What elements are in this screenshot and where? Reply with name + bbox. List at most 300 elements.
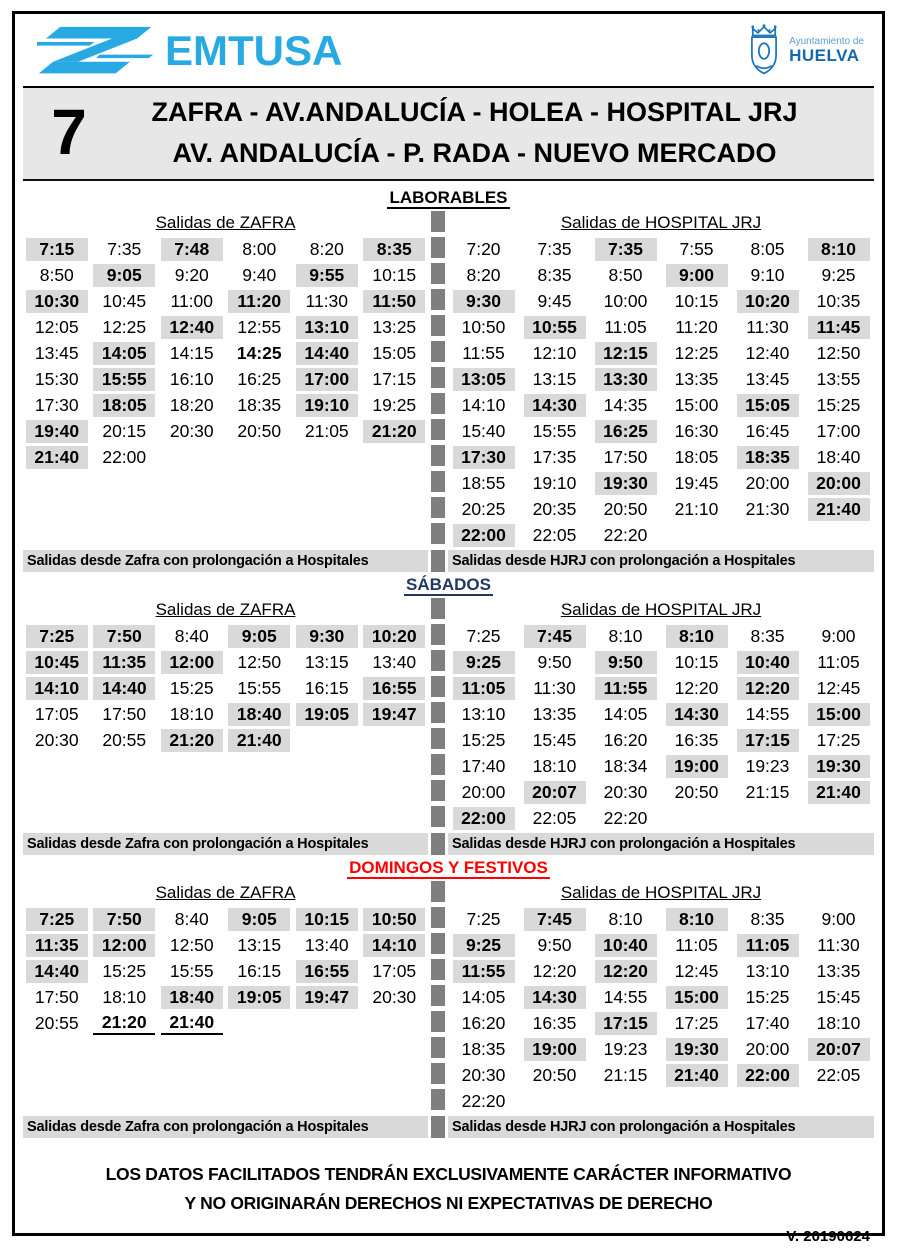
time-value: 14:05 <box>93 342 155 365</box>
time-value: 20:50 <box>603 498 648 519</box>
time-value: 10:15 <box>674 290 719 311</box>
time-value: 17:25 <box>816 729 861 750</box>
time-value: 19:05 <box>228 986 290 1009</box>
time-cell <box>732 366 803 392</box>
time-cell <box>226 984 294 1010</box>
time-cell <box>803 753 874 779</box>
time-cell <box>590 496 661 522</box>
column-heading-text: Salidas de HOSPITAL JRJ <box>560 213 762 232</box>
time-cell <box>732 1010 803 1036</box>
time-cell <box>732 958 803 984</box>
time-value: 16:20 <box>603 729 648 750</box>
time-cell <box>293 727 361 753</box>
time-cell <box>661 262 732 288</box>
time-cell <box>23 984 91 1010</box>
time-cell <box>803 340 874 366</box>
emtusa-logo <box>37 23 342 79</box>
time-value: 11:45 <box>808 316 870 339</box>
time-value: 7:25 <box>466 908 501 929</box>
time-cell <box>661 236 732 262</box>
route-title <box>115 92 874 173</box>
section-footer <box>23 550 874 572</box>
section-body <box>23 211 874 548</box>
time-value: 15:55 <box>532 420 577 441</box>
time-cell <box>519 805 590 831</box>
time-value: 7:20 <box>466 238 501 259</box>
section-body <box>23 598 874 831</box>
time-cell <box>590 288 661 314</box>
time-cell <box>158 288 226 314</box>
time-cell <box>226 906 294 932</box>
version-label: V. 20190624 <box>786 1227 870 1245</box>
time-value: 12:25 <box>102 316 147 337</box>
time-value: 11:30 <box>305 290 349 311</box>
time-cell <box>732 623 803 649</box>
time-value: 13:35 <box>816 960 861 981</box>
time-value: 7:50 <box>93 908 155 931</box>
time-value: 18:55 <box>461 472 506 493</box>
time-cell <box>158 366 226 392</box>
time-value: 18:35 <box>237 394 282 415</box>
time-value: 11:05 <box>604 316 647 337</box>
time-value: 20:55 <box>102 729 147 750</box>
time-cell <box>158 649 226 675</box>
time-cell <box>361 314 429 340</box>
column-left <box>23 211 428 548</box>
time-cell <box>732 649 803 675</box>
time-value: 8:40 <box>174 625 209 646</box>
time-value: 14:05 <box>603 703 648 724</box>
time-cell <box>226 675 294 701</box>
time-cell <box>361 958 429 984</box>
time-cell <box>158 262 226 288</box>
time-cell <box>519 444 590 470</box>
footer-note-hjrj: Salidas desde HJRJ con prolongación a Hospitales <box>448 833 874 855</box>
time-cell <box>23 932 91 958</box>
time-cell <box>803 675 874 701</box>
time-cell <box>448 418 519 444</box>
time-cell <box>732 753 803 779</box>
time-cell <box>23 392 91 418</box>
time-value: 12:45 <box>816 677 861 698</box>
time-value: 8:05 <box>750 238 785 259</box>
time-cell <box>519 1010 590 1036</box>
column-heading <box>23 598 428 623</box>
time-cell <box>226 288 294 314</box>
time-value: 22:05 <box>816 1064 861 1085</box>
time-cell <box>732 418 803 444</box>
time-value: 21:40 <box>26 446 88 469</box>
time-value: 8:10 <box>666 625 728 648</box>
section-laborables <box>23 187 874 572</box>
time-cell <box>226 418 294 444</box>
time-value: 9:20 <box>174 264 209 285</box>
time-value: 21:40 <box>808 781 870 804</box>
time-cell <box>158 1010 226 1036</box>
time-cell <box>590 392 661 418</box>
time-value: 17:15 <box>595 1012 657 1035</box>
time-value: 16:55 <box>296 960 358 983</box>
time-value: 15:00 <box>808 703 870 726</box>
time-value: 13:35 <box>532 703 577 724</box>
time-cell <box>661 366 732 392</box>
time-value: 16:15 <box>304 677 349 698</box>
time-cell <box>23 701 91 727</box>
time-cell <box>226 1010 294 1036</box>
time-cell <box>590 522 661 548</box>
time-cell <box>91 418 159 444</box>
time-grid <box>23 906 428 1036</box>
time-cell <box>732 444 803 470</box>
time-value: 14:55 <box>745 703 790 724</box>
time-cell <box>361 623 429 649</box>
time-cell <box>23 236 91 262</box>
time-value: 17:00 <box>296 368 358 391</box>
time-value: 17:00 <box>816 420 861 441</box>
time-cell <box>361 236 429 262</box>
time-value: 12:20 <box>737 677 799 700</box>
time-value: 11:05 <box>675 934 718 955</box>
time-cell <box>158 623 226 649</box>
time-cell <box>661 623 732 649</box>
time-cell <box>590 984 661 1010</box>
time-value: 14:35 <box>603 394 648 415</box>
route-title-line1: ZAFRA - AV.ANDALUCÍA - HOLEA - HOSPITAL JRJ <box>151 97 798 127</box>
time-value: 10:45 <box>26 651 88 674</box>
time-value: 14:30 <box>524 986 586 1009</box>
time-value: 11:05 <box>737 934 799 957</box>
time-value: 17:50 <box>102 703 147 724</box>
time-cell <box>590 470 661 496</box>
time-cell <box>448 340 519 366</box>
time-value: 8:10 <box>608 908 643 929</box>
time-value: 11:30 <box>533 677 576 698</box>
time-value: 12:00 <box>161 651 223 674</box>
time-cell <box>158 340 226 366</box>
time-cell <box>590 418 661 444</box>
time-cell <box>661 314 732 340</box>
time-value: 22:00 <box>453 807 515 830</box>
time-value: 15:00 <box>666 986 728 1009</box>
time-value: 7:15 <box>26 238 88 261</box>
column-heading <box>448 598 874 623</box>
time-cell <box>226 727 294 753</box>
footer-note-zafra: Salidas desde Zafra con prolongación a Hospitales <box>23 550 428 572</box>
time-cell <box>661 392 732 418</box>
time-value: 14:10 <box>363 934 425 957</box>
disclaimer <box>23 1160 874 1218</box>
section-title-text: DOMINGOS Y FESTIVOS <box>349 858 548 877</box>
time-value: 21:20 <box>161 729 223 752</box>
time-value: 18:35 <box>737 446 799 469</box>
time-cell <box>293 366 361 392</box>
time-value: 15:55 <box>93 368 155 391</box>
time-cell <box>803 906 874 932</box>
time-value: 17:25 <box>674 1012 719 1033</box>
time-cell <box>91 288 159 314</box>
section-footer <box>23 833 874 855</box>
time-cell <box>226 340 294 366</box>
time-cell <box>91 366 159 392</box>
time-cell <box>519 649 590 675</box>
footer-divider <box>431 1116 445 1138</box>
time-value: 10:00 <box>603 290 648 311</box>
time-cell <box>803 1088 874 1114</box>
time-cell <box>293 314 361 340</box>
time-value: 12:20 <box>595 960 657 983</box>
time-cell <box>226 623 294 649</box>
time-cell <box>293 288 361 314</box>
time-cell <box>519 675 590 701</box>
time-value: 7:25 <box>466 625 501 646</box>
time-cell <box>661 906 732 932</box>
time-cell <box>361 932 429 958</box>
time-value: 12:50 <box>169 934 214 955</box>
time-value: 14:40 <box>296 342 358 365</box>
footer-note-hjrj: Salidas desde HJRJ con prolongación a Hospitales <box>448 550 874 572</box>
time-value: 14:10 <box>461 394 506 415</box>
time-cell <box>732 932 803 958</box>
route-band <box>23 86 874 181</box>
time-cell <box>226 958 294 984</box>
time-value: 9:50 <box>595 651 657 674</box>
section-title <box>23 187 874 211</box>
time-cell <box>158 314 226 340</box>
time-cell <box>158 236 226 262</box>
time-value: 10:15 <box>674 651 719 672</box>
time-value: 10:20 <box>363 625 425 648</box>
time-cell <box>361 727 429 753</box>
time-cell <box>23 314 91 340</box>
time-value: 21:40 <box>228 729 290 752</box>
column-left <box>23 881 428 1114</box>
section-title-text: LABORABLES <box>389 188 508 207</box>
section-footer <box>23 1116 874 1138</box>
time-cell <box>590 727 661 753</box>
time-value: 11:30 <box>746 316 789 337</box>
municipality-name: HUELVA <box>789 46 860 66</box>
time-cell <box>732 1036 803 1062</box>
time-cell <box>661 418 732 444</box>
time-value: 13:15 <box>237 934 282 955</box>
timetable-page <box>12 11 885 1245</box>
time-cell <box>448 496 519 522</box>
time-value: 9:25 <box>453 651 515 674</box>
time-value: 15:25 <box>461 729 506 750</box>
time-value: 7:45 <box>524 625 586 648</box>
time-value: 16:35 <box>532 1012 577 1033</box>
time-value: 19:30 <box>808 755 870 778</box>
time-value: 7:50 <box>93 625 155 648</box>
time-cell <box>803 392 874 418</box>
time-value: 13:10 <box>461 703 506 724</box>
time-cell <box>91 236 159 262</box>
time-cell <box>293 1010 361 1036</box>
time-value: 11:00 <box>170 290 214 311</box>
time-cell <box>91 314 159 340</box>
time-cell <box>732 701 803 727</box>
time-cell <box>732 288 803 314</box>
time-value: 20:00 <box>745 472 790 493</box>
time-cell <box>293 932 361 958</box>
time-value: 17:05 <box>34 703 79 724</box>
time-value: 14:30 <box>524 394 586 417</box>
time-value: 19:30 <box>666 1038 728 1061</box>
time-value: 15:25 <box>816 394 861 415</box>
time-cell <box>590 779 661 805</box>
time-value: 17:40 <box>745 1012 790 1033</box>
time-value: 20:30 <box>34 729 79 750</box>
time-cell <box>226 366 294 392</box>
time-value: 19:30 <box>595 472 657 495</box>
disclaimer-line1: LOS DATOS FACILITADOS TENDRÁN EXCLUSIVAMENTE CARÁCTER INFORMATIVO <box>105 1164 792 1184</box>
column-divider <box>431 211 445 548</box>
time-value: 12:50 <box>237 651 282 672</box>
time-cell <box>803 418 874 444</box>
time-cell <box>519 522 590 548</box>
time-cell <box>803 444 874 470</box>
time-value: 22:20 <box>461 1090 506 1111</box>
time-cell <box>519 340 590 366</box>
time-value: 20:55 <box>34 1012 79 1033</box>
time-value: 20:07 <box>808 1038 870 1061</box>
time-value: 7:35 <box>595 238 657 261</box>
time-cell <box>448 932 519 958</box>
time-cell <box>732 340 803 366</box>
time-value: 22:05 <box>532 524 577 545</box>
time-value: 8:00 <box>242 238 277 259</box>
time-value: 15:45 <box>816 986 861 1007</box>
time-value: 13:30 <box>595 368 657 391</box>
time-value: 11:50 <box>363 290 425 313</box>
time-cell <box>519 1088 590 1114</box>
time-cell <box>803 1036 874 1062</box>
time-cell <box>226 649 294 675</box>
disclaimer-line2: Y NO ORIGINARÁN DERECHOS NI EXPECTATIVAS DE DERECHO <box>184 1192 713 1213</box>
time-value: 17:50 <box>34 986 79 1007</box>
column-divider <box>431 598 445 831</box>
time-value: 15:40 <box>461 420 506 441</box>
time-value: 18:40 <box>816 446 861 467</box>
time-grid <box>23 623 428 753</box>
emtusa-logo-icon <box>37 23 155 79</box>
time-cell <box>590 623 661 649</box>
time-value: 17:40 <box>461 755 506 776</box>
column-heading-text: Salidas de ZAFRA <box>155 213 296 232</box>
time-cell <box>661 958 732 984</box>
time-cell <box>732 1088 803 1114</box>
time-cell <box>448 649 519 675</box>
footer-divider <box>431 550 445 572</box>
time-cell <box>448 236 519 262</box>
time-value: 10:15 <box>296 908 358 931</box>
time-cell <box>661 1088 732 1114</box>
time-cell <box>590 1062 661 1088</box>
time-value: 13:25 <box>372 316 417 337</box>
time-cell <box>732 727 803 753</box>
time-cell <box>661 1062 732 1088</box>
time-value: 11:30 <box>817 934 860 955</box>
time-value: 19:23 <box>603 1038 648 1059</box>
time-value: 10:50 <box>363 908 425 931</box>
section-title <box>23 857 874 881</box>
time-cell <box>91 392 159 418</box>
time-value: 15:05 <box>372 342 417 363</box>
time-value: 10:30 <box>26 290 88 313</box>
time-cell <box>23 727 91 753</box>
time-cell <box>361 392 429 418</box>
time-value: 7:25 <box>26 908 88 931</box>
time-value: 8:50 <box>608 264 643 285</box>
time-cell <box>158 418 226 444</box>
time-cell <box>448 1062 519 1088</box>
time-value: 21:05 <box>304 420 349 441</box>
time-cell <box>448 314 519 340</box>
time-value: 21:30 <box>745 498 790 519</box>
time-value: 8:35 <box>750 908 785 929</box>
time-cell <box>732 236 803 262</box>
column-heading-text: Salidas de ZAFRA <box>155 600 296 619</box>
column-divider <box>431 881 445 1114</box>
time-value: 12:20 <box>532 960 577 981</box>
time-cell <box>448 623 519 649</box>
time-cell <box>803 932 874 958</box>
time-cell <box>361 649 429 675</box>
time-cell <box>590 932 661 958</box>
time-cell <box>803 805 874 831</box>
route-title-line2: AV. ANDALUCÍA - P. RADA - NUEVO MERCADO <box>172 137 777 168</box>
time-cell <box>158 701 226 727</box>
time-cell <box>732 984 803 1010</box>
time-cell <box>226 932 294 958</box>
time-value: 16:25 <box>237 368 282 389</box>
time-value: 9:50 <box>537 934 572 955</box>
time-value: 8:10 <box>666 908 728 931</box>
time-value: 7:25 <box>26 625 88 648</box>
time-cell <box>91 906 159 932</box>
time-cell <box>732 314 803 340</box>
time-value: 8:50 <box>39 264 74 285</box>
time-cell <box>361 262 429 288</box>
time-value: 7:55 <box>679 238 714 259</box>
time-cell <box>91 340 159 366</box>
time-value: 9:30 <box>296 625 358 648</box>
time-value: 13:55 <box>816 368 861 389</box>
time-cell <box>590 1036 661 1062</box>
time-grid <box>448 906 874 1114</box>
time-cell <box>293 392 361 418</box>
time-value: 17:35 <box>532 446 577 467</box>
time-cell <box>158 932 226 958</box>
time-cell <box>448 701 519 727</box>
time-cell <box>519 392 590 418</box>
time-cell <box>293 701 361 727</box>
time-cell <box>590 753 661 779</box>
time-value: 7:48 <box>161 238 223 261</box>
time-value: 15:45 <box>532 729 577 750</box>
time-value: 18:10 <box>102 986 147 1007</box>
time-cell <box>661 727 732 753</box>
timetable-sections <box>23 187 874 1138</box>
time-value: 15:05 <box>737 394 799 417</box>
time-cell <box>590 701 661 727</box>
time-value: 20:00 <box>461 781 506 802</box>
time-value: 12:25 <box>674 342 719 363</box>
time-cell <box>448 1036 519 1062</box>
huelva-crest-icon <box>745 23 783 79</box>
time-value: 15:55 <box>169 960 214 981</box>
section-domingos <box>23 857 874 1138</box>
